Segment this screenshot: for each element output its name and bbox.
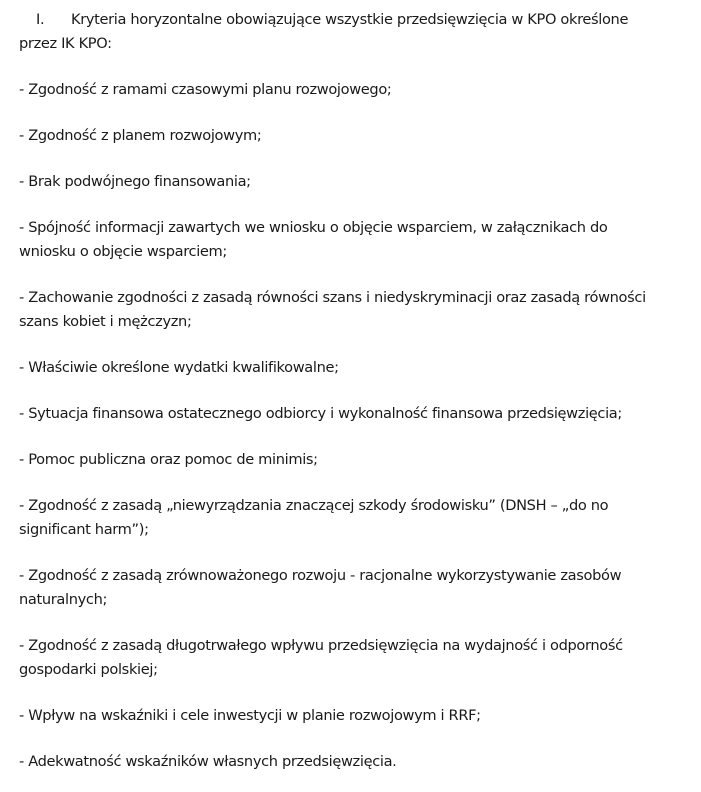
criterion-item: - Zgodność z ramami czasowymi planu rozwojowego; bbox=[19, 81, 392, 98]
criterion-item: - Spójność informacji zawartych we wniosku o objęcie wsparciem, w załącznikach do wniosku o objęcie wsparciem; bbox=[19, 219, 608, 260]
criterion-item: - Brak podwójnego finansowania; bbox=[19, 173, 251, 190]
criterion-item: - Zgodność z zasadą „niewyrządzania znaczącej szkody środowisku” (DNSH – „do no significant harm”); bbox=[19, 497, 609, 538]
criterion-item: - Zgodność z planem rozwojowym; bbox=[19, 127, 262, 144]
criterion-item: - Zgodność z zasadą zrównoważonego rozwoju - racjonalne wykorzystywanie zasobów naturalnych; bbox=[19, 567, 622, 608]
criterion-item: - Właściwie określone wydatki kwalifikowalne; bbox=[19, 359, 339, 376]
section-heading bbox=[19, 8, 659, 56]
document-body bbox=[0, 8, 659, 774]
criterion-item: - Sytuacja finansowa ostatecznego odbiorcy i wykonalność finansowa przedsięwzięcia; bbox=[19, 405, 622, 422]
criterion-item: - Pomoc publiczna oraz pomoc de minimis; bbox=[19, 451, 318, 468]
section-title: Kryteria horyzontalne obowiązujące wszystkie przedsięwzięcia w KPO określone przez IK KPO: bbox=[19, 11, 629, 52]
criterion-item: - Zachowanie zgodności z zasadą równości szans i niedyskryminacji oraz zasadą równości szans kobiet i mężczyzn; bbox=[19, 289, 646, 330]
section-number: I. bbox=[36, 11, 45, 28]
criterion-item: - Wpływ na wskaźniki i cele inwestycji w planie rozwojowym i RRF; bbox=[19, 707, 481, 724]
criterion-item: - Zgodność z zasadą długotrwałego wpływu przedsięwzięcia na wydajność i odporność gospodarki polskiej; bbox=[19, 637, 623, 678]
criterion-item: - Adekwatność wskaźników własnych przedsięwzięcia. bbox=[19, 753, 397, 770]
